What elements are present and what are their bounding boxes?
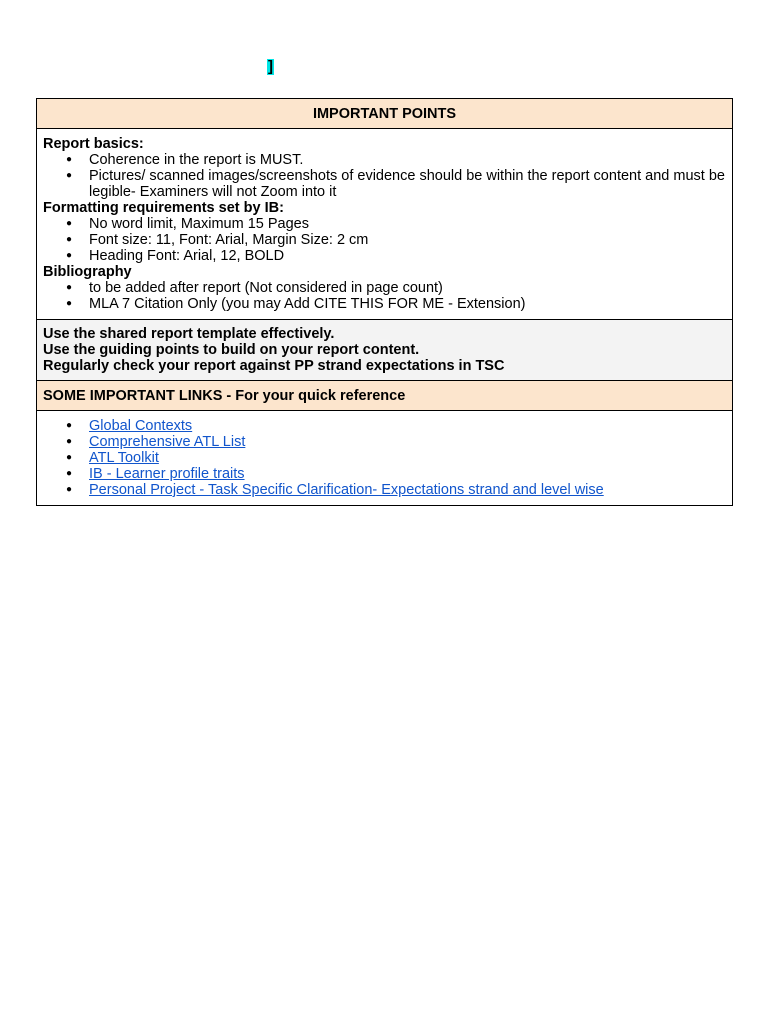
link-personal-project-tsc[interactable]: Personal Project - Task Specific Clarification- Expectations strand and level wise (89, 482, 604, 498)
links-cell (37, 411, 733, 506)
list-item (89, 450, 726, 466)
reminder-line: Regularly check your report against PP strand expectations in TSC (43, 358, 505, 374)
link-learner-profile-traits[interactable]: IB - Learner profile traits (89, 466, 245, 482)
table-row (37, 129, 733, 320)
list-item: ● Pictures/ scanned images/screenshots of evidence should be within the report content and must be legible- Examiners will not Zoom into it (89, 168, 726, 200)
formatting-title: Formatting requirements set by IB: (43, 200, 284, 216)
text-cursor-marker: ] (268, 58, 273, 75)
list-item: ● to be added after report (Not considered in page count) (89, 280, 726, 296)
reminders-cell (37, 320, 733, 381)
report-basics-title: Report basics: (43, 136, 144, 152)
bibliography-title: Bibliography (43, 264, 132, 280)
list-item: ● No word limit, Maximum 15 Pages (89, 216, 726, 232)
list-item (89, 482, 726, 498)
report-basics-cell (37, 129, 733, 320)
important-links-header: SOME IMPORTANT LINKS - For your quick reference (37, 381, 733, 411)
table-row (37, 99, 733, 129)
list-item (89, 466, 726, 482)
link-comprehensive-atl-list[interactable]: Comprehensive ATL List (89, 434, 246, 450)
list-item (89, 418, 726, 434)
list-item (89, 434, 726, 450)
list-item: ● MLA 7 Citation Only (you may Add CITE THIS FOR ME - Extension) (89, 296, 726, 312)
table-row (37, 320, 733, 381)
reminder-line: Use the guiding points to build on your report content. (43, 342, 420, 358)
links-list (43, 418, 726, 498)
important-points-header: IMPORTANT POINTS (37, 99, 733, 129)
formatting-list (43, 216, 726, 264)
important-points-table (36, 98, 733, 506)
list-item: ● Heading Font: Arial, 12, BOLD (89, 248, 726, 264)
report-basics-list (43, 152, 726, 200)
list-item: ● Coherence in the report is MUST. (89, 152, 726, 168)
table-row (37, 411, 733, 506)
bibliography-list (43, 280, 726, 312)
list-item: ● Font size: 11, Font: Arial, Margin Size: 2 cm (89, 232, 726, 248)
link-atl-toolkit[interactable]: ATL Toolkit (89, 450, 159, 466)
reminder-line: Use the shared report template effectively. (43, 326, 335, 342)
table-row (37, 381, 733, 411)
link-global-contexts[interactable]: Global Contexts (89, 418, 193, 434)
